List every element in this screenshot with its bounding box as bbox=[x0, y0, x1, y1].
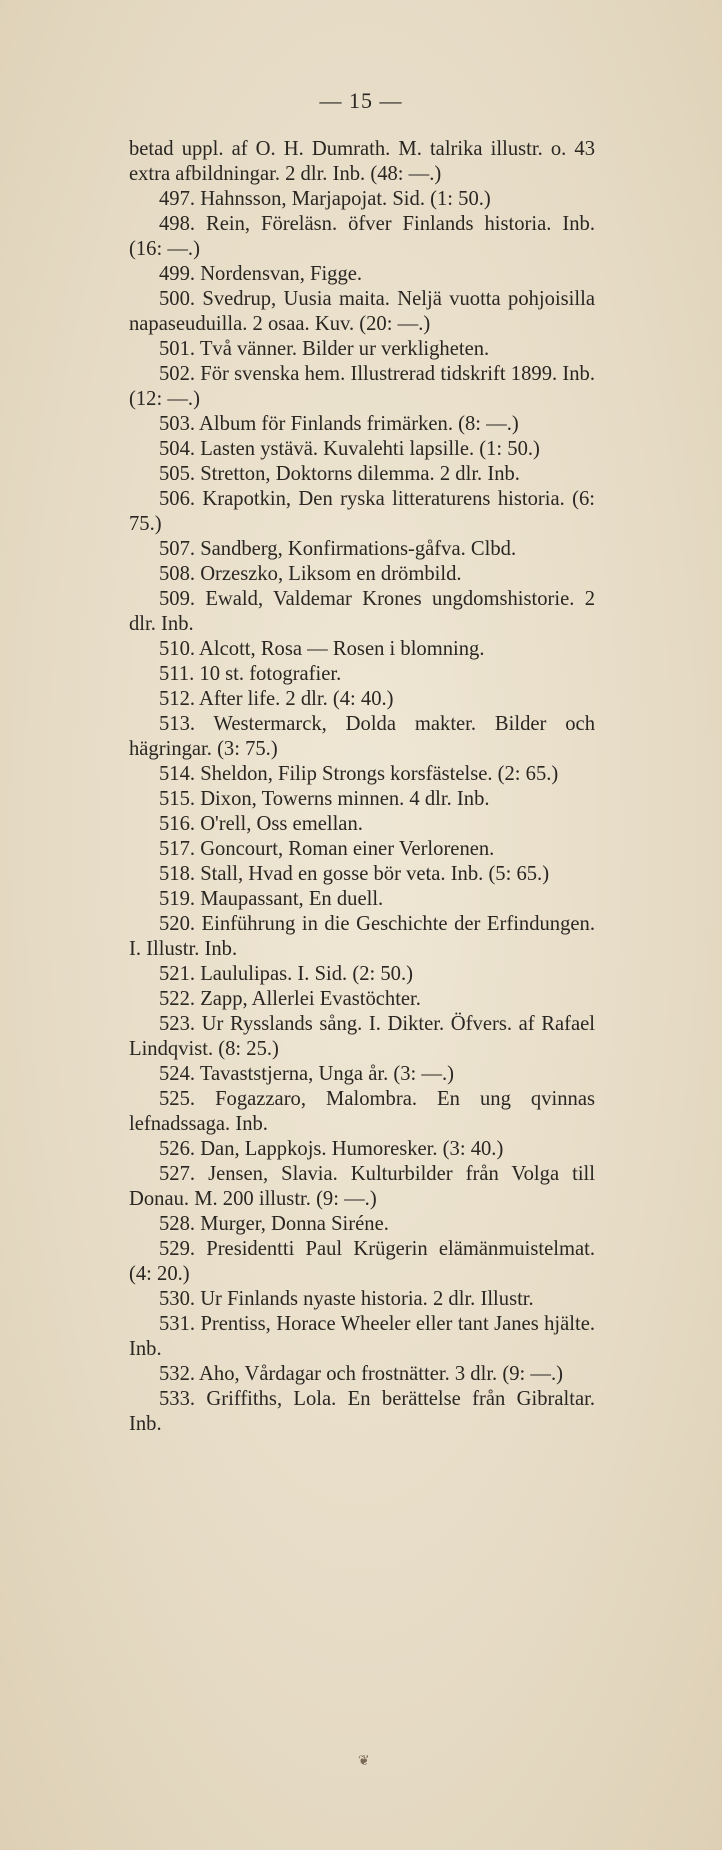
catalog-entry: 500. Svedrup, Uusia maita. Neljä vuotta pohjoisilla napaseuduilla. 2 osaa. Kuv. (20: —.) bbox=[129, 288, 595, 335]
ornament-mark: ❦ bbox=[358, 1754, 370, 1769]
catalog-entry: 530. Ur Finlands nyaste historia. 2 dlr. Illustr. bbox=[159, 1288, 534, 1310]
catalog-entry: 515. Dixon, Towerns minnen. 4 dlr. Inb. bbox=[159, 788, 490, 810]
catalog-entry: 517. Goncourt, Roman einer Verlorenen. bbox=[159, 838, 495, 860]
catalog-entry: 503. Album för Finlands frimärken. (8: —.) bbox=[159, 413, 519, 435]
catalog-list bbox=[129, 137, 595, 1437]
catalog-entry: 531. Prentiss, Horace Wheeler eller tant Janes hjälte. Inb. bbox=[129, 1313, 595, 1360]
catalog-entry: 529. Presidentti Paul Krügerin elämänmuistelmat. (4: 20.) bbox=[129, 1238, 595, 1285]
catalog-entry: 508. Orzeszko, Liksom en drömbild. bbox=[159, 563, 462, 585]
catalog-entry: 511. 10 st. fotografier. bbox=[159, 663, 342, 685]
catalog-entry: 521. Laululipas. I. Sid. (2: 50.) bbox=[159, 963, 413, 985]
catalog-entry: 507. Sandberg, Konfirmations-gåfva. Clbd. bbox=[159, 538, 517, 560]
catalog-entry: 502. För svenska hem. Illustrerad tidskrift 1899. Inb. (12: —.) bbox=[129, 363, 595, 410]
catalog-entry: 532. Aho, Vårdagar och frostnätter. 3 dlr. (9: —.) bbox=[159, 1363, 563, 1385]
catalog-entry: 518. Stall, Hvad en gosse bör veta. Inb. (5: 65.) bbox=[159, 863, 550, 885]
catalog-entry: 514. Sheldon, Filip Strongs korsfästelse. (2: 65.) bbox=[159, 763, 559, 785]
catalog-entry: 513. Westermarck, Dolda makter. Bilder och hägringar. (3: 75.) bbox=[129, 713, 595, 760]
catalog-entry: 499. Nordensvan, Figge. bbox=[159, 263, 363, 285]
page-number: — 15 — bbox=[319, 88, 403, 113]
catalog-entry: 533. Griffiths, Lola. En berättelse från Gibraltar. Inb. bbox=[129, 1388, 595, 1435]
catalog-entry: 510. Alcott, Rosa — Rosen i blomning. bbox=[159, 638, 485, 660]
catalog-entry: 520. Einführung in die Geschichte der Erfindungen. I. Illustr. Inb. bbox=[129, 913, 595, 960]
catalog-entry: 523. Ur Rysslands sång. I. Dikter. Öfvers. af Rafael Lindqvist. (8: 25.) bbox=[129, 1013, 595, 1060]
catalog-entry: 516. O'rell, Oss emellan. bbox=[159, 813, 363, 835]
catalog-entry: 519. Maupassant, En duell. bbox=[159, 888, 384, 910]
catalog-entry: betad uppl. af O. H. Dumrath. M. talrika illustr. o. 43 extra afbildningar. 2 dlr. Inb. (48: —.) bbox=[129, 138, 595, 185]
catalog-entry: 524. Tavaststjerna, Unga år. (3: —.) bbox=[159, 1063, 454, 1085]
catalog-entry: 525. Fogazzaro, Malombra. En ung qvinnas lefnadssaga. Inb. bbox=[129, 1088, 595, 1135]
catalog-entry: 506. Krapotkin, Den ryska litteraturens historia. (6: 75.) bbox=[129, 488, 595, 535]
catalog-entry: 528. Murger, Donna Siréne. bbox=[159, 1213, 389, 1235]
catalog-entry: 509. Ewald, Valdemar Krones ungdomshistorie. 2 dlr. Inb. bbox=[129, 588, 595, 635]
catalog-entry: 497. Hahnsson, Marjapojat. Sid. (1: 50.) bbox=[159, 188, 491, 210]
catalog-entry: 522. Zapp, Allerlei Evastöchter. bbox=[159, 988, 421, 1010]
catalog-entry: 526. Dan, Lappkojs. Humoresker. (3: 40.) bbox=[159, 1138, 504, 1160]
catalog-entry: 498. Rein, Föreläsn. öfver Finlands historia. Inb. (16: —.) bbox=[129, 213, 595, 260]
catalog-entry: 512. After life. 2 dlr. (4: 40.) bbox=[159, 688, 394, 710]
catalog-entry: 505. Stretton, Doktorns dilemma. 2 dlr. Inb. bbox=[159, 463, 520, 485]
catalog-entry: 504. Lasten ystävä. Kuvalehti lapsille. (1: 50.) bbox=[159, 438, 540, 460]
catalog-entry: 501. Två vänner. Bilder ur verkligheten. bbox=[159, 338, 490, 360]
catalog-entry: 527. Jensen, Slavia. Kulturbilder från Volga till Donau. M. 200 illustr. (9: —.) bbox=[129, 1163, 595, 1210]
